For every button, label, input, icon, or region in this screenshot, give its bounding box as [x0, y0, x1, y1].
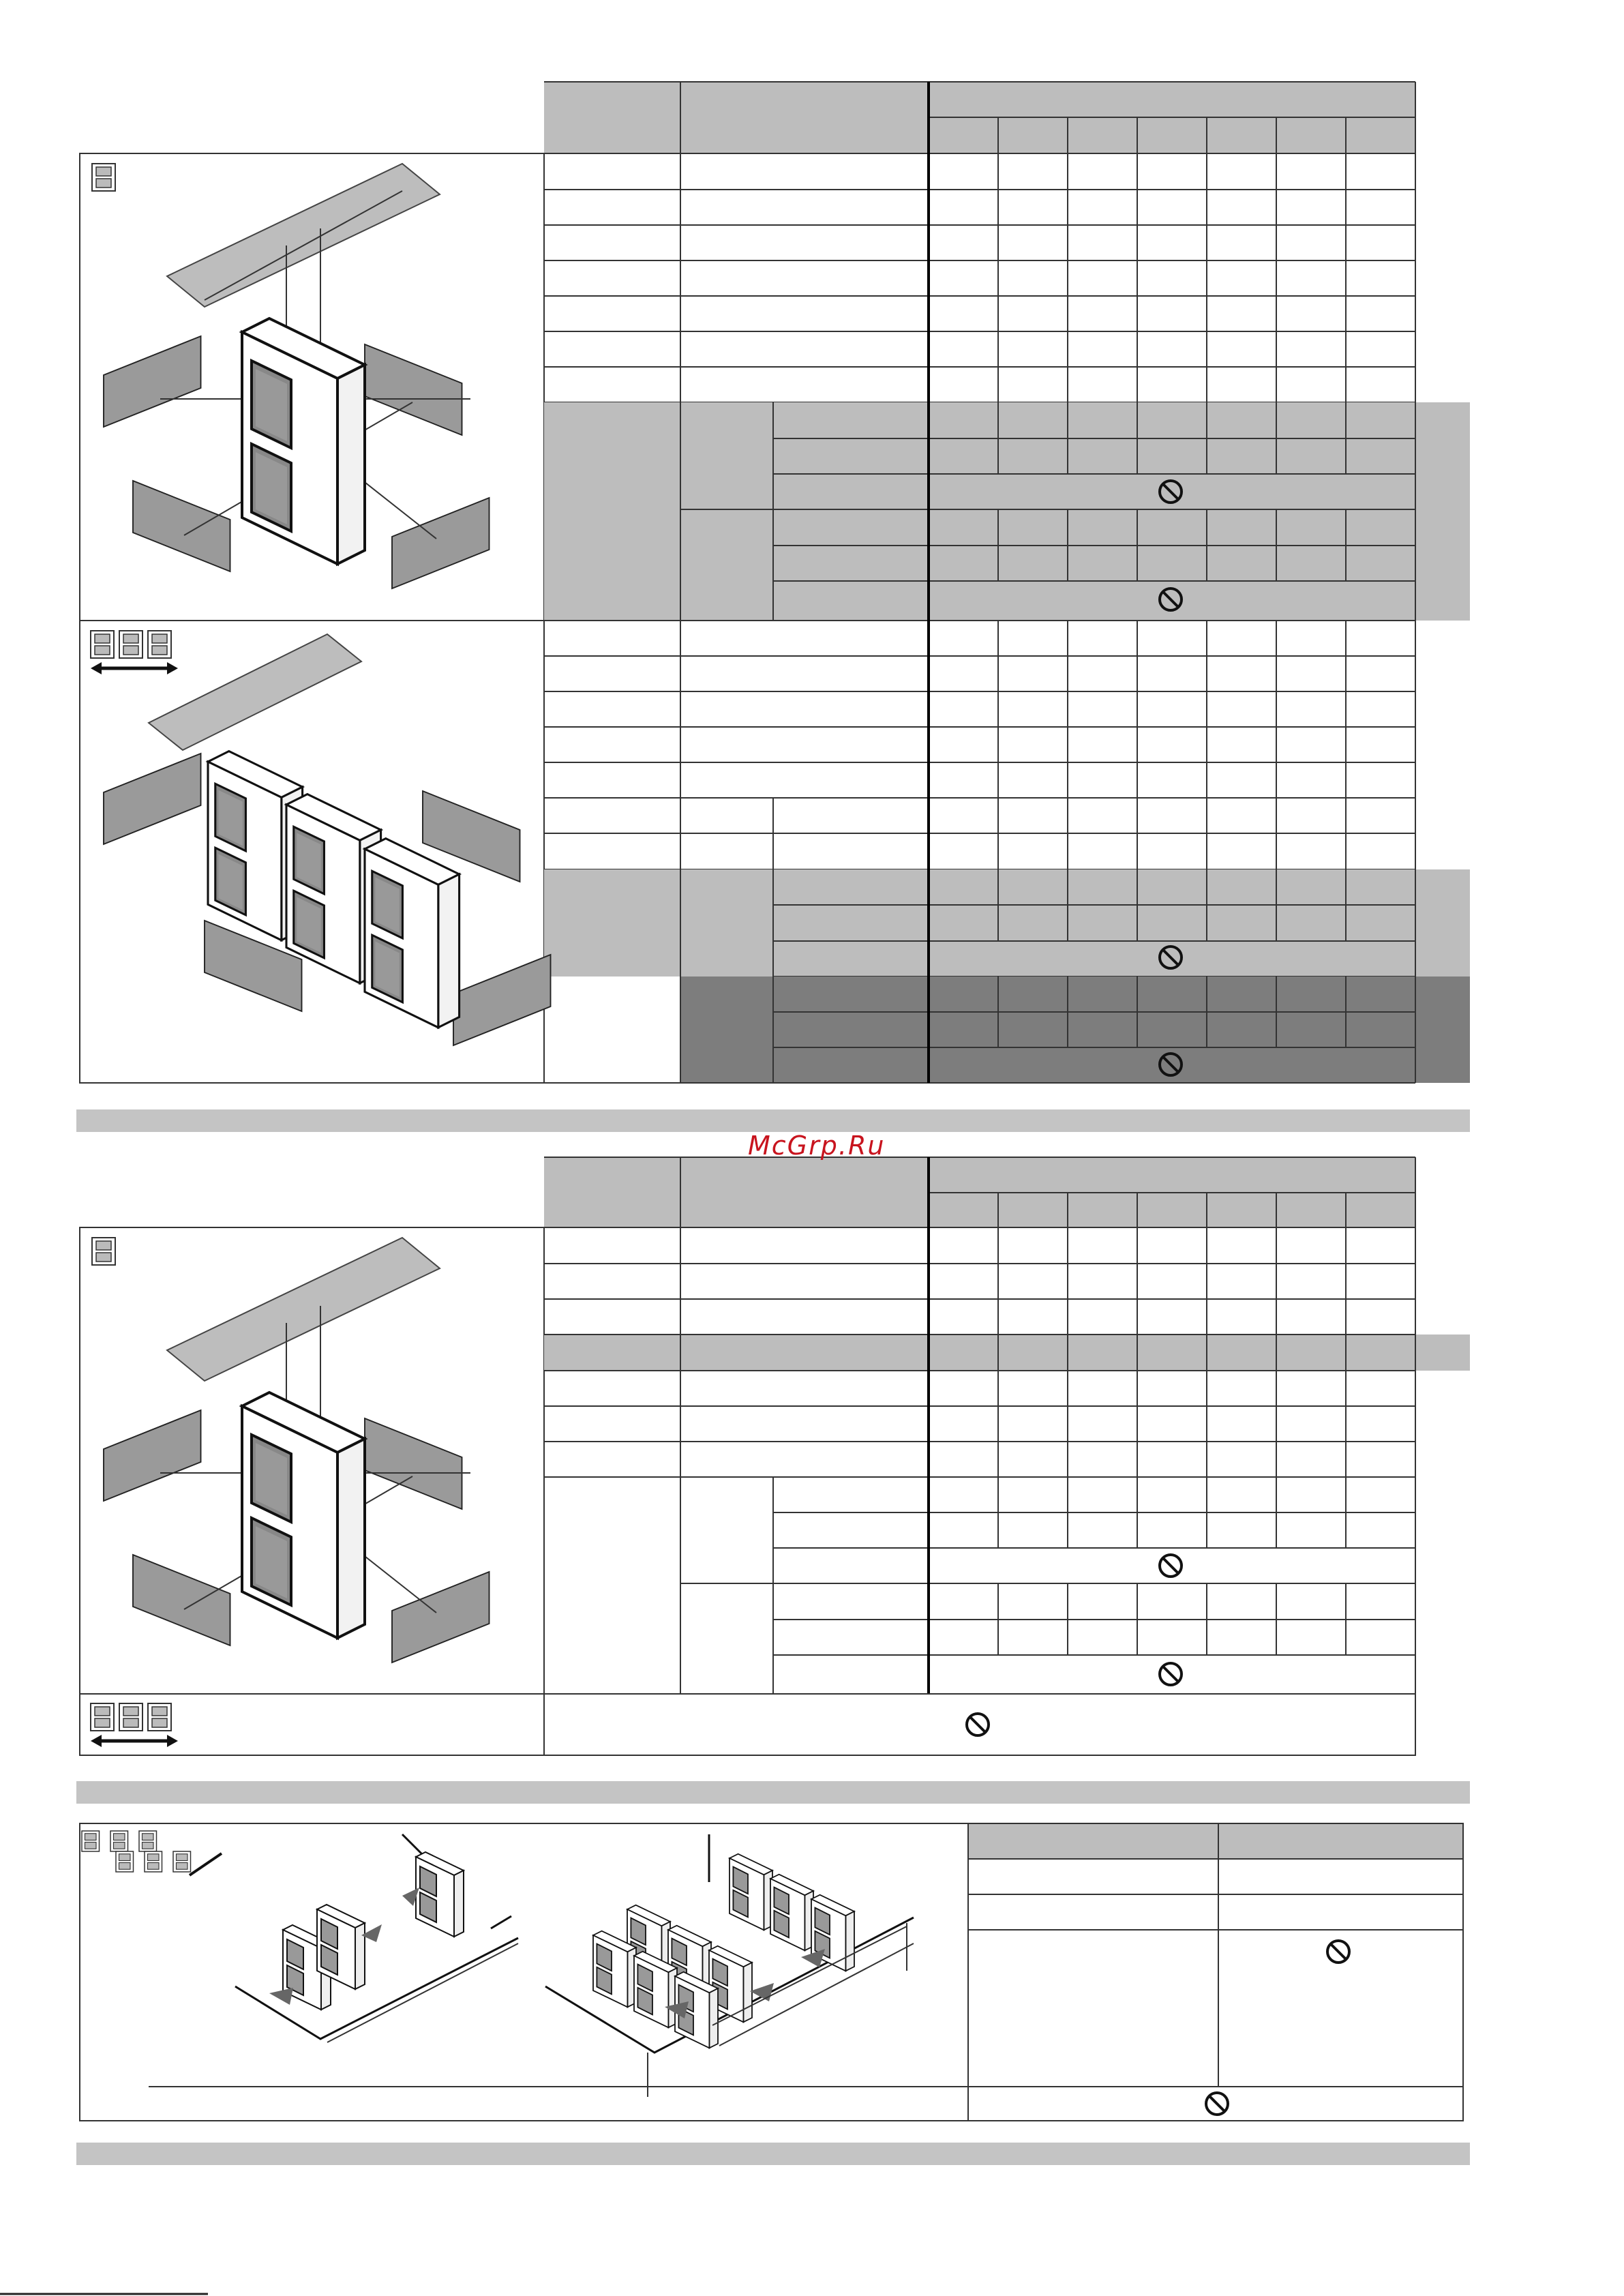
- multi-unit-icon: [91, 631, 114, 658]
- diagram-panel-installation-rows: [80, 1823, 968, 2121]
- multi-unit-icon: [173, 1851, 191, 1872]
- merged-prohibited-row: [80, 1694, 1415, 1755]
- multi-unit-icon: [119, 1703, 142, 1731]
- watermark-text: McGrp.Ru: [748, 1131, 886, 1161]
- multi-unit-icon: [148, 1703, 171, 1731]
- section-separator-band: [76, 2143, 1470, 2165]
- dark-side-tab: [1415, 976, 1470, 1083]
- multi-unit-icon: [91, 1703, 114, 1731]
- outdoor-unit-illustration: [242, 318, 365, 564]
- multi-unit-icon: [82, 1831, 100, 1851]
- single-unit-icon: [92, 1238, 115, 1265]
- single-unit-icon: [92, 164, 115, 191]
- prohibited-icon: [1160, 1555, 1182, 1577]
- section-separator-band: [76, 1109, 1470, 1132]
- outdoor-unit-illustration: [365, 839, 460, 1028]
- prohibited-icon: [1206, 2093, 1228, 2115]
- grey-row-group: [544, 402, 1415, 621]
- prohibited-icon: [1160, 1663, 1182, 1685]
- multi-unit-icon: [119, 631, 142, 658]
- dark-row-group: [680, 976, 1415, 1083]
- section-1-installation-table: [80, 82, 1470, 1083]
- table-header: [968, 1823, 1463, 1859]
- section-3-installation-table: [80, 1823, 1463, 2121]
- outdoor-unit-illustration: [242, 1392, 365, 1638]
- multi-unit-icon: [116, 1851, 134, 1872]
- multi-unit-icon: [148, 631, 171, 658]
- section-2-installation-table: [80, 1157, 1470, 1755]
- grey-row-group: [544, 869, 1415, 976]
- grey-row: [544, 1335, 1415, 1371]
- grey-side-tab: [1415, 402, 1470, 621]
- multi-unit-icon: [145, 1851, 162, 1872]
- grey-side-tab: [1415, 1335, 1470, 1371]
- section-separator-band: [76, 1781, 1470, 1804]
- multi-unit-icon: [110, 1831, 128, 1851]
- multi-unit-icon: [139, 1831, 157, 1851]
- grey-side-tab: [1415, 869, 1470, 976]
- prohibited-icon: [1327, 1941, 1349, 1963]
